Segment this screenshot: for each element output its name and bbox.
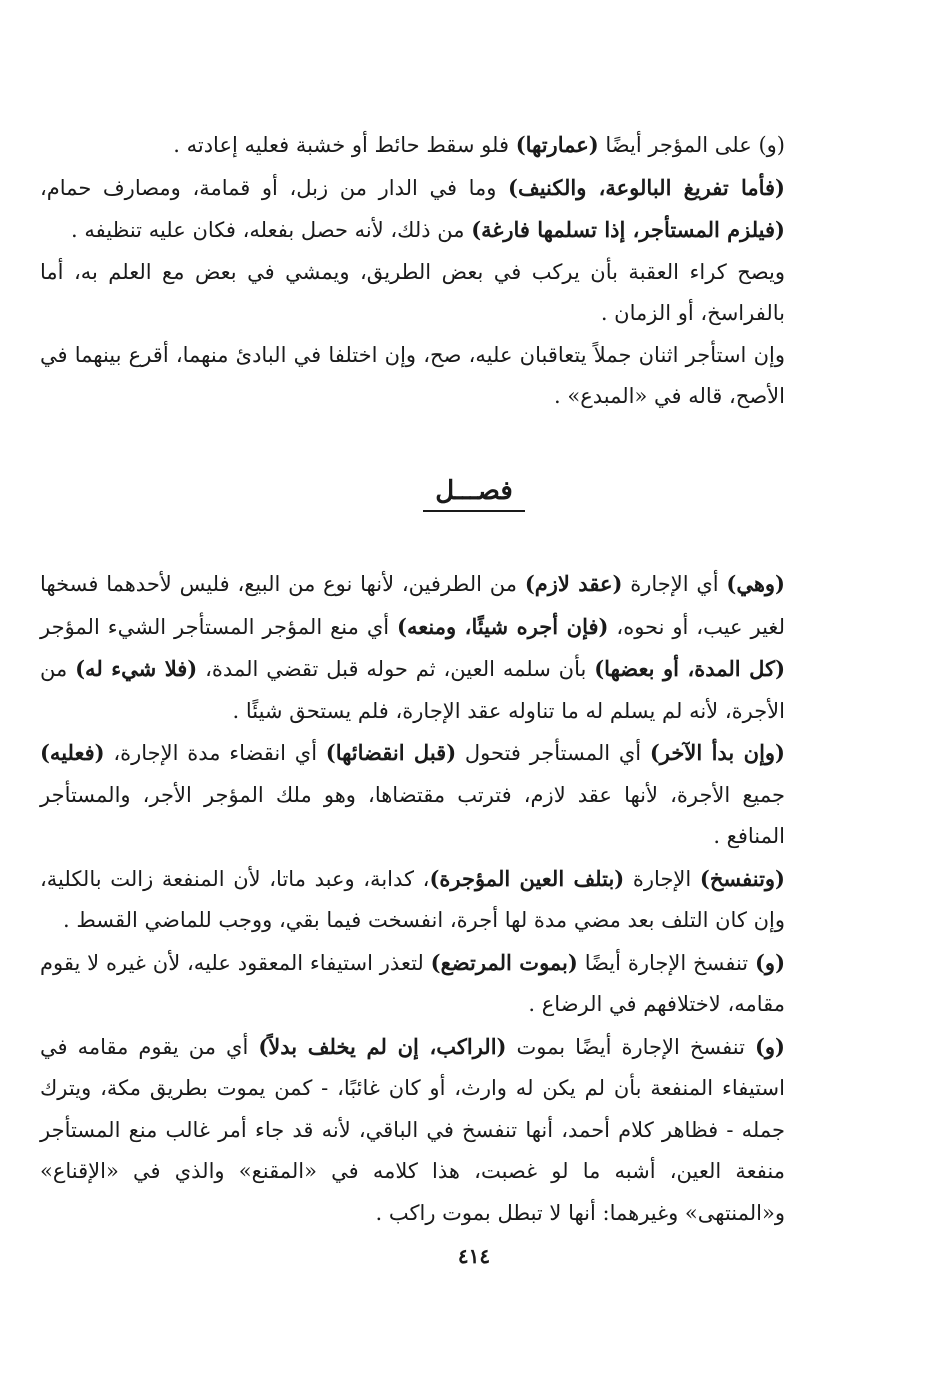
commentary-text: أي المستأجر فتحول bbox=[456, 741, 650, 765]
bold-matn-text: (فعليه) bbox=[40, 740, 105, 765]
commentary-text: من ذلك، لأنه حصل بفعله، فكان عليه تنظيفه . bbox=[71, 218, 472, 242]
bold-matn-text: (فيلزم المستأجر، إذا تسلمها فارغة) bbox=[471, 217, 785, 242]
bold-matn-text: (وهي) bbox=[726, 571, 785, 596]
commentary-text: من الطرفين، لأنها نوع من البيع، فليس لأحدهما فسخها لغير عيب، أو نحوه، bbox=[40, 572, 785, 639]
commentary-text: فلو سقط حائط أو خشبة فعليه إعادته . bbox=[173, 133, 516, 157]
paragraph bbox=[40, 167, 785, 252]
paragraph bbox=[40, 942, 785, 1026]
bold-matn-text: (عقد لازم) bbox=[524, 571, 623, 596]
commentary-text: الإجارة bbox=[624, 866, 700, 891]
commentary-text: تنفسخ الإجارة أيضًا بموت bbox=[506, 1034, 755, 1059]
bold-matn-text: (قبل انقضائها) bbox=[325, 740, 457, 765]
bold-matn-text: (و) bbox=[755, 949, 786, 975]
commentary-text: أي انقضاء مدة الإجارة، bbox=[104, 741, 326, 765]
main-text-block bbox=[40, 563, 785, 1234]
bold-matn-text: (و) bbox=[754, 1033, 785, 1059]
paragraph bbox=[40, 563, 785, 732]
bold-matn-text: (فلا شيء له) bbox=[75, 656, 198, 681]
commentary-text: جميع الأجرة، لأنها عقد لازم، فترتب مقتضاها، وهو ملك المؤجر الأجر، والمستأجر المنافع . bbox=[40, 782, 785, 848]
paragraph bbox=[40, 732, 785, 858]
section-heading-text: فصـــل bbox=[423, 476, 525, 512]
paragraph bbox=[40, 124, 785, 167]
commentary-text: ، كدابة، وعبد ماتا، لأن المنفعة زالت بالكلية، وإن كان التلف بعد مضي مدة لها أجرة، انفسخت فيما بقي، ووجب للماضي القسط . bbox=[40, 866, 785, 932]
commentary-text: وما في الدار من زبل، أو قمامة، ومصارف حمام، bbox=[40, 175, 509, 200]
bold-matn-text: (فأما تفريغ البالوعة، والكنيف) bbox=[508, 174, 785, 200]
commentary-text: تنفسخ الإجارة أيضًا bbox=[577, 950, 755, 975]
bold-matn-text: (فإن أجره شيئًا، ومنعه) bbox=[397, 613, 609, 639]
page-number: ٤١٤ bbox=[457, 1244, 491, 1268]
commentary-text: وإن استأجر اثنان جملاً يتعاقبان عليه، صح، وإن اختلفا في البادئ منهما، أقرع بينهما في الأصح، قاله في «المبدع» . bbox=[40, 342, 785, 408]
commentary-text: لتعذر استيفاء المعقود عليه، لأن غيره لا يقوم مقامه، لاختلافهم في الرضاع . bbox=[40, 950, 785, 1016]
bold-matn-text: (بتلف العين المؤجرة) bbox=[429, 865, 625, 891]
paragraph bbox=[40, 335, 785, 418]
bold-matn-text: (الراكب، إن لم يخلف بدلاً) bbox=[258, 1033, 507, 1059]
commentary-text: أي الإجارة bbox=[622, 572, 727, 596]
bold-matn-text: (كل المدة، أو بعضها) bbox=[594, 656, 786, 681]
commentary-text: من الأجرة، لأنه لم يسلم له ما تناوله عقد الإجارة، فلم يستحق شيئًا . bbox=[40, 657, 785, 723]
commentary-text: (و) على المؤجر أيضًا bbox=[598, 133, 785, 157]
bold-matn-text: (وإن بدأ الآخر) bbox=[649, 740, 785, 765]
paragraph bbox=[40, 1026, 785, 1235]
commentary-text: أي من يقوم مقامه في استيفاء المنفعة بأن لم يكن له وارث، أو كان غائبًا، - كمن يموت بطريق مكة، ويترك جمله - فظاهر كلام أحمد، أنها تنفسخ في الباقي، لأنه قد جاء أمر غالب منع المستأجر منفعة العين، أشبه ما لو غصبت، هذا كلامه في «المقنع» والذي في «الإقناع» و«المنتهى» وغيرهما: أنها لا تبطل بموت راكب . bbox=[40, 1034, 785, 1225]
section-heading bbox=[0, 476, 948, 506]
paragraph bbox=[40, 252, 785, 335]
paragraph bbox=[40, 858, 785, 942]
top-text-block bbox=[40, 124, 785, 418]
bold-matn-text: (عمارتها) bbox=[515, 132, 599, 157]
commentary-text: أي منع المؤجر المستأجر الشيء المؤجر bbox=[40, 614, 398, 639]
bold-matn-text: (وتنفسخ) bbox=[699, 865, 785, 891]
commentary-text: ويصح كراء العقبة بأن يركب في بعض الطريق، ويمشي في بعض مع العلم به، أما بالفراسخ، أو الزمان . bbox=[40, 259, 785, 325]
commentary-text: بأن سلمه العين، ثم حوله قبل تقضي المدة، bbox=[197, 657, 595, 681]
bold-matn-text: (بموت المرتضع) bbox=[430, 949, 578, 975]
